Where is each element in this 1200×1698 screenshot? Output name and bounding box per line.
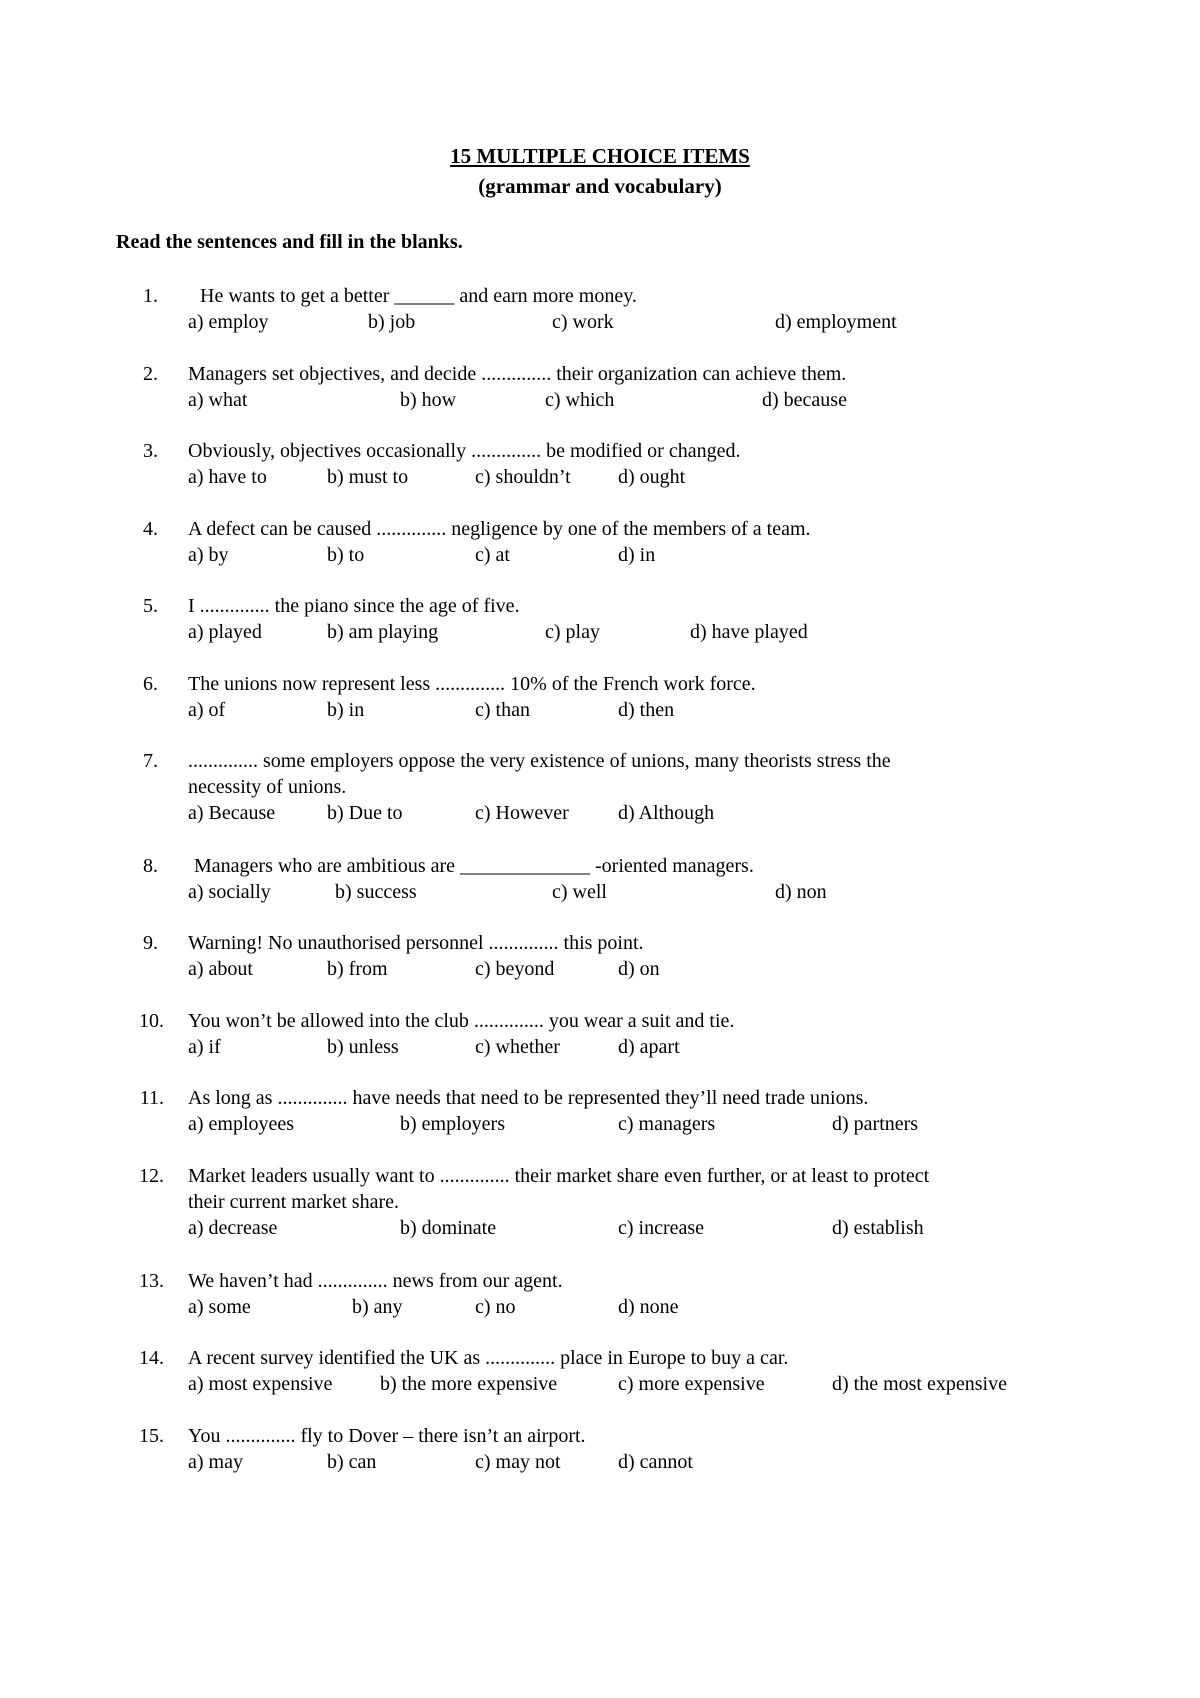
answer-option-b: b) must to — [327, 466, 409, 488]
question-text: You .............. fly to Dover – there isn’t an airport. — [188, 1425, 586, 1447]
answer-option-c: c) However — [475, 802, 569, 824]
answer-option-c: c) work — [552, 311, 614, 333]
answer-option-b: b) the more expensive — [380, 1373, 558, 1395]
answer-option-b: b) to — [327, 544, 365, 566]
answer-option-d: d) cannot — [618, 1451, 693, 1473]
question-text: A recent survey identified the UK as .............. place in Europe to buy a car. — [188, 1347, 789, 1369]
answer-option-a: a) about — [188, 958, 253, 980]
answer-option-b: b) dominate — [400, 1217, 497, 1239]
answer-option-d: d) establish — [832, 1217, 924, 1239]
answer-option-b: b) am playing — [327, 621, 439, 643]
answer-option-c: c) increase — [618, 1217, 705, 1239]
answer-option-c: c) play — [545, 621, 600, 643]
answer-option-a: a) socially — [188, 881, 271, 903]
question-text: As long as .............. have needs that need to be represented they’ll need trade unions. — [188, 1087, 869, 1109]
question-text: We haven’t had .............. news from our agent. — [188, 1270, 563, 1292]
question-number: 3. — [143, 440, 158, 462]
answer-option-a: a) Because — [188, 802, 276, 824]
question-text: The unions now represent less .............. 10% of the French work force. — [188, 673, 756, 695]
answer-option-c: c) managers — [618, 1113, 716, 1135]
question-text: I .............. the piano since the age of five. — [188, 595, 520, 617]
answer-option-a: a) decrease — [188, 1217, 278, 1239]
answer-option-d: d) ought — [618, 466, 686, 488]
question-text: Managers set objectives, and decide .............. their organization can achieve them. — [188, 363, 847, 385]
question-text-continued: necessity of unions. — [188, 776, 347, 798]
question-number: 1. — [143, 285, 158, 307]
question-number: 7. — [143, 750, 158, 772]
question-number: 5. — [143, 595, 158, 617]
answer-option-a: a) what — [188, 389, 248, 411]
document-title: 15 MULTIPLE CHOICE ITEMS — [450, 144, 750, 168]
answer-option-a: a) of — [188, 699, 226, 721]
answer-option-a: a) employees — [188, 1113, 295, 1135]
question-text: Obviously, objectives occasionally .............. be modified or changed. — [188, 440, 741, 462]
question-number: 6. — [143, 673, 158, 695]
question-number: 2. — [143, 363, 158, 385]
answer-option-c: c) no — [475, 1296, 516, 1318]
answer-option-b: b) in — [327, 699, 365, 721]
question-number: 9. — [143, 932, 158, 954]
document-subtitle: (grammar and vocabulary) — [478, 174, 722, 198]
question-text: Market leaders usually want to .............. their market share even further, or at least to protect — [188, 1165, 930, 1187]
answer-option-a: a) if — [188, 1036, 221, 1058]
answer-option-c: c) may not — [475, 1451, 561, 1473]
answer-option-d: d) on — [618, 958, 660, 980]
answer-option-d: d) partners — [832, 1113, 919, 1135]
answer-option-d: d) the most expensive — [832, 1373, 1007, 1395]
answer-option-b: b) employers — [400, 1113, 505, 1135]
instruction-text: Read the sentences and fill in the blanks. — [116, 231, 463, 253]
answer-option-d: d) apart — [618, 1036, 680, 1058]
answer-option-d: d) because — [762, 389, 847, 411]
answer-option-c: c) whether — [475, 1036, 560, 1058]
question-number: 8. — [143, 855, 158, 877]
answer-option-d: d) none — [618, 1296, 679, 1318]
answer-option-d: d) Although — [618, 802, 715, 824]
question-text: A defect can be caused .............. negligence by one of the members of a team. — [188, 518, 811, 540]
question-number: 12. — [139, 1165, 164, 1187]
answer-option-c: c) than — [475, 699, 530, 721]
question-text: He wants to get a better ______ and earn more money. — [200, 285, 637, 307]
answer-option-d: d) employment — [775, 311, 897, 333]
question-text: You won’t be allowed into the club .............. you wear a suit and tie. — [188, 1010, 735, 1032]
answer-option-a: a) have to — [188, 466, 267, 488]
answer-option-c: c) which — [545, 389, 615, 411]
answer-option-b: b) any — [352, 1296, 403, 1318]
answer-option-d: d) in — [618, 544, 656, 566]
question-number: 11. — [139, 1087, 164, 1109]
question-text: .............. some employers oppose the very existence of unions, many theorists stress the — [188, 750, 891, 772]
answer-option-b: b) from — [327, 958, 388, 980]
question-text-continued: their current market share. — [188, 1191, 400, 1213]
answer-option-b: b) unless — [327, 1036, 399, 1058]
question-text: Warning! No unauthorised personnel .............. this point. — [188, 932, 644, 954]
question-number: 15. — [139, 1425, 164, 1447]
answer-option-a: a) played — [188, 621, 262, 643]
answer-option-c: c) more expensive — [618, 1373, 765, 1395]
answer-option-b: b) can — [327, 1451, 377, 1473]
answer-option-c: c) beyond — [475, 958, 555, 980]
question-number: 10. — [139, 1010, 164, 1032]
answer-option-a: a) some — [188, 1296, 251, 1318]
answer-option-b: b) success — [335, 881, 417, 903]
answer-option-a: a) may — [188, 1451, 243, 1473]
question-number: 4. — [143, 518, 158, 540]
answer-option-b: b) how — [400, 389, 457, 411]
answer-option-d: d) non — [775, 881, 827, 903]
answer-option-c: c) shouldn’t — [475, 466, 571, 488]
question-number: 13. — [139, 1270, 164, 1292]
answer-option-b: b) Due to — [327, 802, 403, 824]
answer-option-a: a) employ — [188, 311, 269, 333]
answer-option-d: d) then — [618, 699, 675, 721]
answer-option-b: b) job — [368, 311, 416, 333]
question-text: Managers who are ambitious are _____________ -oriented managers. — [194, 855, 754, 877]
answer-option-a: a) by — [188, 544, 229, 566]
question-number: 14. — [139, 1347, 164, 1369]
answer-option-d: d) have played — [690, 621, 808, 643]
answer-option-a: a) most expensive — [188, 1373, 333, 1395]
answer-option-c: c) at — [475, 544, 510, 566]
answer-option-c: c) well — [552, 881, 607, 903]
